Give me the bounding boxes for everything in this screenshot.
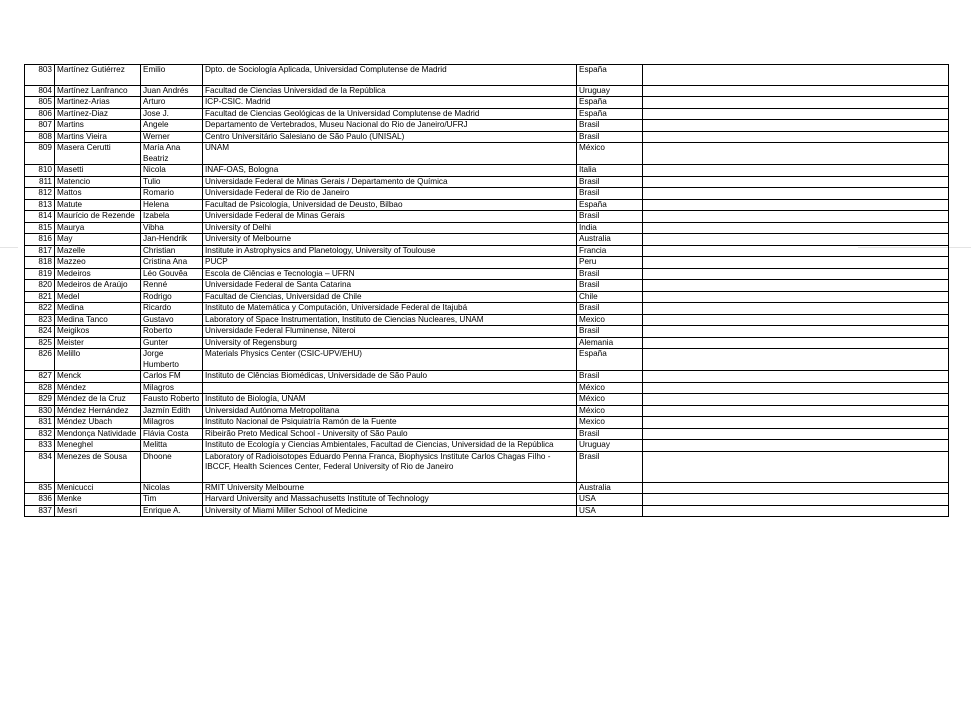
empty-cell	[643, 314, 949, 326]
table-row	[25, 349, 949, 371]
empty-cell	[643, 108, 949, 120]
institution-cell: Materials Physics Center (CSIC-UPV/EHU)	[203, 349, 577, 371]
surname-cell: Mattos	[55, 188, 141, 200]
table-row	[25, 405, 949, 417]
table-row	[25, 120, 949, 132]
row-number: 812	[25, 188, 55, 200]
surname-cell: Martínez-Diaz	[55, 108, 141, 120]
given-name-cell: Milagros	[141, 417, 203, 429]
table-row	[25, 143, 949, 165]
surname-cell: May	[55, 234, 141, 246]
surname-cell: Meneghel	[55, 440, 141, 452]
empty-cell	[643, 211, 949, 223]
given-name-cell: Jazmín Edith	[141, 405, 203, 417]
empty-cell	[643, 257, 949, 269]
given-name-cell: Izabela	[141, 211, 203, 223]
institution-cell: Harvard University and Massachusetts Institute of Technology	[203, 494, 577, 506]
table-row	[25, 234, 949, 246]
institution-cell: RMIT University Melbourne	[203, 482, 577, 494]
row-number: 819	[25, 268, 55, 280]
table-row	[25, 505, 949, 517]
empty-cell	[643, 188, 949, 200]
given-name-cell: Vibha	[141, 222, 203, 234]
surname-cell: Martins Vieira	[55, 131, 141, 143]
table-row	[25, 326, 949, 338]
institution-cell: Instituto de Clências Biomédicas, Universidade de São Paulo	[203, 371, 577, 383]
given-name-cell: Jorge Humberto	[141, 349, 203, 371]
empty-cell	[643, 405, 949, 417]
country-cell: Brasil	[577, 451, 643, 482]
country-cell: México	[577, 143, 643, 165]
country-cell: Brasil	[577, 211, 643, 223]
empty-cell	[643, 394, 949, 406]
country-cell: USA	[577, 494, 643, 506]
surname-cell: Menezes de Sousa	[55, 451, 141, 482]
given-name-cell: María Ana Beatriz	[141, 143, 203, 165]
row-number: 804	[25, 85, 55, 97]
surname-cell: Menck	[55, 371, 141, 383]
surname-cell: Martínez Gutiérrez	[55, 65, 141, 86]
given-name-cell: Enrique A.	[141, 505, 203, 517]
given-name-cell: Werner	[141, 131, 203, 143]
surname-cell: Martinez-Arias	[55, 97, 141, 109]
table-row	[25, 211, 949, 223]
row-number: 837	[25, 505, 55, 517]
surname-cell: Mazzeo	[55, 257, 141, 269]
row-number: 809	[25, 143, 55, 165]
empty-cell	[643, 234, 949, 246]
institution-cell: University of Delhi	[203, 222, 577, 234]
empty-cell	[643, 440, 949, 452]
country-cell: Brasil	[577, 176, 643, 188]
given-name-cell: Tulio	[141, 176, 203, 188]
table-row	[25, 65, 949, 86]
given-name-cell: Juan Andrés	[141, 85, 203, 97]
institution-cell: ICP-CSIC. Madrid	[203, 97, 577, 109]
institution-cell: Facultad de Ciencias Geológicas de la Universidad Complutense de Madrid	[203, 108, 577, 120]
row-number: 807	[25, 120, 55, 132]
country-cell: Brasil	[577, 428, 643, 440]
row-number: 828	[25, 382, 55, 394]
empty-cell	[643, 428, 949, 440]
empty-cell	[643, 371, 949, 383]
row-number: 808	[25, 131, 55, 143]
given-name-cell: Carlos FM	[141, 371, 203, 383]
surname-cell: Mesri	[55, 505, 141, 517]
given-name-cell: Renné	[141, 280, 203, 292]
row-number: 805	[25, 97, 55, 109]
table-row	[25, 451, 949, 482]
row-number: 833	[25, 440, 55, 452]
institution-cell: Laboratory of Radioisotopes Eduardo Penna Franca, Biophysics Institute Carlos Chagas Filho - IBCCF, Health Sciences Center, Federal University of Rio de Janeiro	[203, 451, 577, 482]
country-cell: Mexico	[577, 417, 643, 429]
surname-cell: Medeiros	[55, 268, 141, 280]
empty-cell	[643, 85, 949, 97]
institution-cell: University of Melbourne	[203, 234, 577, 246]
given-name-cell: Gustavo	[141, 314, 203, 326]
row-number: 813	[25, 199, 55, 211]
country-cell: España	[577, 97, 643, 109]
given-name-cell: Dhoone	[141, 451, 203, 482]
given-name-cell: Ricardo	[141, 303, 203, 315]
row-number: 803	[25, 65, 55, 86]
country-cell: Brasil	[577, 280, 643, 292]
country-cell: USA	[577, 505, 643, 517]
institution-cell: INAF-OAS, Bologna	[203, 165, 577, 177]
surname-cell: Martínez Lanfranco	[55, 85, 141, 97]
surname-cell: Mendonça Natividade	[55, 428, 141, 440]
surname-cell: Maurya	[55, 222, 141, 234]
table-row	[25, 428, 949, 440]
empty-cell	[643, 349, 949, 371]
empty-cell	[643, 303, 949, 315]
given-name-cell: Melitta	[141, 440, 203, 452]
given-name-cell: Léo Gouvêa	[141, 268, 203, 280]
country-cell: España	[577, 349, 643, 371]
empty-cell	[643, 482, 949, 494]
given-name-cell: Rodrigo	[141, 291, 203, 303]
institution-cell: Dpto. de Sociología Aplicada, Universidad Complutense de Madrid	[203, 65, 577, 86]
empty-cell	[643, 505, 949, 517]
table-row	[25, 394, 949, 406]
country-cell: Francia	[577, 245, 643, 257]
row-number: 818	[25, 257, 55, 269]
country-cell: México	[577, 405, 643, 417]
surname-cell: Méndez de la Cruz	[55, 394, 141, 406]
table-row	[25, 440, 949, 452]
institution-cell: Instituto de Ecología y Ciencias Ambientales, Facultad de Ciencias, Universidad de la República	[203, 440, 577, 452]
surname-cell: Méndez Ubach	[55, 417, 141, 429]
institution-cell: Centro Universitário Salesiano de São Paulo (UNISAL)	[203, 131, 577, 143]
country-cell: Brasil	[577, 371, 643, 383]
country-cell: España	[577, 199, 643, 211]
empty-cell	[643, 199, 949, 211]
surname-cell: Matencio	[55, 176, 141, 188]
empty-cell	[643, 165, 949, 177]
empty-cell	[643, 176, 949, 188]
institution-cell: Departamento de Vertebrados, Museu Nacional do Rio de Janeiro/UFRJ	[203, 120, 577, 132]
country-cell: Alemania	[577, 337, 643, 349]
row-number: 822	[25, 303, 55, 315]
table-row	[25, 245, 949, 257]
given-name-cell: Gunter	[141, 337, 203, 349]
given-name-cell: Angele	[141, 120, 203, 132]
table-row	[25, 314, 949, 326]
given-name-cell: Jan-Hendrik	[141, 234, 203, 246]
table-row	[25, 131, 949, 143]
empty-cell	[643, 326, 949, 338]
country-cell: India	[577, 222, 643, 234]
country-cell: España	[577, 65, 643, 86]
given-name-cell: Milagros	[141, 382, 203, 394]
country-cell: España	[577, 108, 643, 120]
institution-cell: Ribeirão Preto Medical School - University of São Paulo	[203, 428, 577, 440]
given-name-cell: Fausto Roberto	[141, 394, 203, 406]
country-cell: Peru	[577, 257, 643, 269]
surname-cell: Medel	[55, 291, 141, 303]
institution-cell: UNAM	[203, 143, 577, 165]
row-number: 826	[25, 349, 55, 371]
empty-cell	[643, 65, 949, 86]
country-cell: Uruguay	[577, 85, 643, 97]
table-row	[25, 303, 949, 315]
empty-cell	[643, 494, 949, 506]
given-name-cell: Roberto	[141, 326, 203, 338]
table-row	[25, 280, 949, 292]
row-number: 816	[25, 234, 55, 246]
institution-cell: Facultad de Ciencias, Universidad de Chile	[203, 291, 577, 303]
page-edge-line-left	[0, 247, 18, 248]
country-cell: México	[577, 394, 643, 406]
table-row	[25, 494, 949, 506]
surname-cell: Medina Tanco	[55, 314, 141, 326]
row-number: 806	[25, 108, 55, 120]
surname-cell: Meigikos	[55, 326, 141, 338]
given-name-cell: Flávia Costa	[141, 428, 203, 440]
institution-cell: University of Miami Miller School of Medicine	[203, 505, 577, 517]
table-row	[25, 337, 949, 349]
country-cell: Italia	[577, 165, 643, 177]
table-row	[25, 257, 949, 269]
given-name-cell: Cristina Ana	[141, 257, 203, 269]
table-row	[25, 199, 949, 211]
country-cell: Brasil	[577, 120, 643, 132]
given-name-cell: Christian	[141, 245, 203, 257]
institution-cell: Universidade Federal de Minas Gerais / Departamento de Química	[203, 176, 577, 188]
row-number: 815	[25, 222, 55, 234]
given-name-cell: Nicolas	[141, 482, 203, 494]
given-name-cell: Tim	[141, 494, 203, 506]
row-number: 817	[25, 245, 55, 257]
given-name-cell: Romario	[141, 188, 203, 200]
empty-cell	[643, 291, 949, 303]
institution-cell: Escola de Ciências e Tecnologia – UFRN	[203, 268, 577, 280]
country-cell: Mexico	[577, 314, 643, 326]
surname-cell: Menke	[55, 494, 141, 506]
institution-cell: Universidade Federal de Rio de Janeiro	[203, 188, 577, 200]
empty-cell	[643, 337, 949, 349]
table-row	[25, 108, 949, 120]
institution-cell: PUCP	[203, 257, 577, 269]
given-name-cell: Helena	[141, 199, 203, 211]
institution-cell: Universidade Federal de Santa Catarina	[203, 280, 577, 292]
given-name-cell: Nicola	[141, 165, 203, 177]
table-row	[25, 176, 949, 188]
institution-cell: Instituto de Biología, UNAM	[203, 394, 577, 406]
table-row	[25, 188, 949, 200]
row-number: 836	[25, 494, 55, 506]
table-row	[25, 268, 949, 280]
empty-cell	[643, 451, 949, 482]
row-number: 830	[25, 405, 55, 417]
given-name-cell: Emilio	[141, 65, 203, 86]
table-row	[25, 371, 949, 383]
row-number: 824	[25, 326, 55, 338]
row-number: 823	[25, 314, 55, 326]
country-cell: Australia	[577, 482, 643, 494]
surname-cell: Masera Cerutti	[55, 143, 141, 165]
row-number: 825	[25, 337, 55, 349]
institution-cell: University of Regensburg	[203, 337, 577, 349]
row-number: 814	[25, 211, 55, 223]
country-cell: Australia	[577, 234, 643, 246]
institution-cell: Universidade Federal de Minas Gerais	[203, 211, 577, 223]
empty-cell	[643, 131, 949, 143]
surname-cell: Mazelle	[55, 245, 141, 257]
institution-cell: Institute in Astrophysics and Planetology, University of Toulouse	[203, 245, 577, 257]
country-cell: Uruguay	[577, 440, 643, 452]
empty-cell	[643, 143, 949, 165]
row-number: 827	[25, 371, 55, 383]
row-number: 810	[25, 165, 55, 177]
table-row	[25, 482, 949, 494]
empty-cell	[643, 280, 949, 292]
empty-cell	[643, 97, 949, 109]
row-number: 831	[25, 417, 55, 429]
institution-cell: Universidade Federal Fluminense, Niteroi	[203, 326, 577, 338]
institution-cell: Instituto Nacional de Psiquiatría Ramón de la Fuente	[203, 417, 577, 429]
institution-cell: Facultad de Psicología, Universidad de Deusto, Bilbao	[203, 199, 577, 211]
country-cell: Chile	[577, 291, 643, 303]
surname-cell: Méndez Hernández	[55, 405, 141, 417]
participants-table-body	[25, 65, 949, 517]
row-number: 832	[25, 428, 55, 440]
surname-cell: Maurício de Rezende	[55, 211, 141, 223]
given-name-cell: Jose J.	[141, 108, 203, 120]
surname-cell: Meister	[55, 337, 141, 349]
table-row	[25, 291, 949, 303]
surname-cell: Melillo	[55, 349, 141, 371]
row-number: 821	[25, 291, 55, 303]
row-number: 835	[25, 482, 55, 494]
institution-cell: Instituto de Matemática y Computación, Universidade Federal de Itajubá	[203, 303, 577, 315]
surname-cell: Matute	[55, 199, 141, 211]
table-row	[25, 97, 949, 109]
table-row	[25, 222, 949, 234]
institution-cell	[203, 382, 577, 394]
row-number: 811	[25, 176, 55, 188]
country-cell: Brasil	[577, 268, 643, 280]
empty-cell	[643, 120, 949, 132]
country-cell: México	[577, 382, 643, 394]
empty-cell	[643, 382, 949, 394]
country-cell: Brasil	[577, 303, 643, 315]
participants-table	[24, 64, 949, 517]
institution-cell: Facultad de Ciencias Universidad de la República	[203, 85, 577, 97]
surname-cell: Menicucci	[55, 482, 141, 494]
table-row	[25, 417, 949, 429]
empty-cell	[643, 245, 949, 257]
country-cell: Brasil	[577, 326, 643, 338]
row-number: 829	[25, 394, 55, 406]
empty-cell	[643, 268, 949, 280]
country-cell: Brasil	[577, 131, 643, 143]
institution-cell: Laboratory of Space Instrumentation, Instituto de Ciencias Nucleares, UNAM	[203, 314, 577, 326]
country-cell: Brasil	[577, 188, 643, 200]
empty-cell	[643, 222, 949, 234]
empty-cell	[643, 417, 949, 429]
surname-cell: Medina	[55, 303, 141, 315]
table-row	[25, 165, 949, 177]
surname-cell: Medeiros de Araújo	[55, 280, 141, 292]
row-number: 834	[25, 451, 55, 482]
surname-cell: Méndez	[55, 382, 141, 394]
surname-cell: Martins	[55, 120, 141, 132]
given-name-cell: Arturo	[141, 97, 203, 109]
table-row	[25, 382, 949, 394]
table-row	[25, 85, 949, 97]
institution-cell: Universidad Autónoma Metropolitana	[203, 405, 577, 417]
surname-cell: Masetti	[55, 165, 141, 177]
row-number: 820	[25, 280, 55, 292]
